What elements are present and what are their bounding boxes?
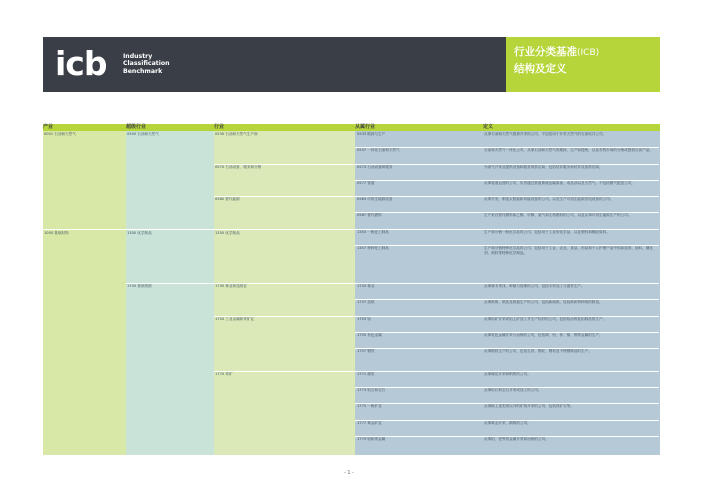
column-header-supersector: 超级行业 [126,124,214,131]
column-header-sector: 行业 [214,124,355,131]
definition-cell: 从事石油和天然气勘探开采的公司，不包括用于开采天然气的石油钻井公司。 [484,132,607,136]
subsector-cell: 1357 特种化工制品 [357,246,389,250]
definition-cell: 石油和天然气一体化公司，从事石油和天然气的勘探、生产和提炼，以及零售市场的分销或提供石油产品。 [484,148,653,152]
subsector-cell: 0537 一体化石油和天然气 [357,148,400,152]
industry-column [43,131,126,455]
industry-label-basic-materials: 1000 基础材料 [44,231,69,235]
subsector-cell: 1773 钻石和宝石 [357,388,386,392]
subsector-cell: 0577 管道 [357,181,375,185]
subsector-cell: 1737 造纸 [357,300,375,304]
definition-cell: 从事黄金开采、精炼的公司。 [484,421,531,425]
subsector-cell: 1771 煤炭 [357,372,375,376]
subsector-cell: 0587 替代燃料 [357,213,382,217]
supersector-label-chemicals: 1300 化学制品 [127,231,152,235]
sector-label-producers: 0530 石油和天然气生产商 [215,132,258,136]
sector-label-mining: 1770 采矿 [215,372,233,376]
subsector-cell: 0573 石油设备和服务 [357,165,393,169]
sector-label-alt-energy: 0580 替代能源 [215,197,240,201]
logo-line-1: Industry [123,53,153,60]
sector-label-chemicals: 1350 化学制品 [215,231,240,235]
subsector-cell: 1753 铝 [357,317,371,321]
definition-cell: 为油气开采业提供设备和服务的供应商，包括钻井服务和钻井设备供应商。 [484,165,603,169]
definition-cell: 从事铝矿开采或铝土矿加工并生产铝材的公司，包括铝冶炼及铝制品的生产。 [484,317,607,321]
logo-wordmark [123,53,170,75]
definition-cell: 从事开发、制造太阳能和风能设备的公司，以及生产可再生能源发电设备的公司。 [484,197,614,201]
definition-cell: 从事钻石和宝石开采或加工的公司。 [484,388,542,392]
sector-label-equipment: 0570 石油设备、服务和分销 [215,165,262,169]
definition-cell: 从事铂、钯等贵金属开采和冶炼的公司。 [484,437,549,441]
definition-cell: 从事管道运营的公司，负责通过管道系统运输原油、成品油以及天然气。不包括燃气配送公司。 [484,181,635,185]
sector-divider-3 [214,229,355,230]
logo-line-3: Benchmark [123,67,163,75]
definition-cell: 生产来自替代燃料如乙醇、甲醇、氢气和生物燃料的公司，以及从事可再生能源生产的公司。 [484,213,632,217]
subsector-cell: 1757 钢铁 [357,349,375,353]
subsector-cell: 1779 铂和贵金属 [357,437,386,441]
column-header-subsector: 从属行业 [355,124,483,131]
column-header-definition: 定义 [483,124,660,131]
header-banner [43,37,660,92]
title-panel [506,37,660,92]
definition-cell: 从事有色金属开采与冶炼的公司，包括铜、铅、锌、镍、锡等金属的生产。 [484,333,603,337]
subsector-cell: 1777 黄金矿业 [357,421,382,425]
title-abbrev: (ICB) [577,48,600,58]
document-title [514,45,599,60]
column-header-industry: 产业 [43,124,126,131]
supersector-label-oil-gas: 0500 石油和天然气 [127,132,159,136]
sector-label-forestry-paper: 1730 林业和造纸业 [215,284,247,288]
logo-line-2: Classification [123,60,170,68]
sector-label-metals-mining: 1750 工业金属和采矿业 [215,317,255,321]
document-subtitle: 结构及定义 [514,63,567,75]
definition-cell: 从事林木采伐、种植与管理的公司，包括木材加工与锯材生产。 [484,284,585,288]
subsector-cell: 1353 一般化工制品 [357,230,389,234]
definition-cell: 从事煤炭开采和销售的公司。 [484,372,531,376]
title-main: 行业分类基准 [514,46,577,58]
definition-cell: 从事除上述类别以外的矿物开采的公司，包括铁矿石等。 [484,404,574,408]
subsector-cell: 1755 有色金属 [357,333,382,337]
definition-cell: 从事纸浆、纸张及纸板生产的公司，包括新闻纸、包装纸和特种纸的制造。 [484,300,603,304]
subsector-cell: 0583 可再生能源设备 [357,197,393,201]
subsector-cell: 0533 勘探与生产 [357,132,386,136]
definition-cell: 从事钢铁生产的公司，包括生铁、钢坯、钢材及不锈钢制品的生产。 [484,349,592,353]
sector-column [214,131,355,455]
subsector-cell: 1733 林业 [357,284,375,288]
definition-cell: 生产和分销特种化学品的公司，包括用于工业、农业、食品、药品和个人护理产品中的添加剂、涂料、催化剂、颜料等特种化学制品。 [484,246,653,255]
supersector-label-basic-resources: 1700 基础资源 [127,284,152,288]
icb-logo: icb [55,44,107,83]
page-number: - 1 - [344,470,354,476]
definition-cell: 生产和分销一般化学品的公司，包括用于工业的化学品，以及塑料和橡胶原料。 [484,230,610,234]
supersector-divider-1 [126,229,214,230]
industry-divider [43,229,126,230]
supersector-column [126,131,214,455]
subsector-cell: 1775 一般矿业 [357,404,382,408]
industry-label-oil-gas: 0001 石油和天然气 [44,132,76,136]
